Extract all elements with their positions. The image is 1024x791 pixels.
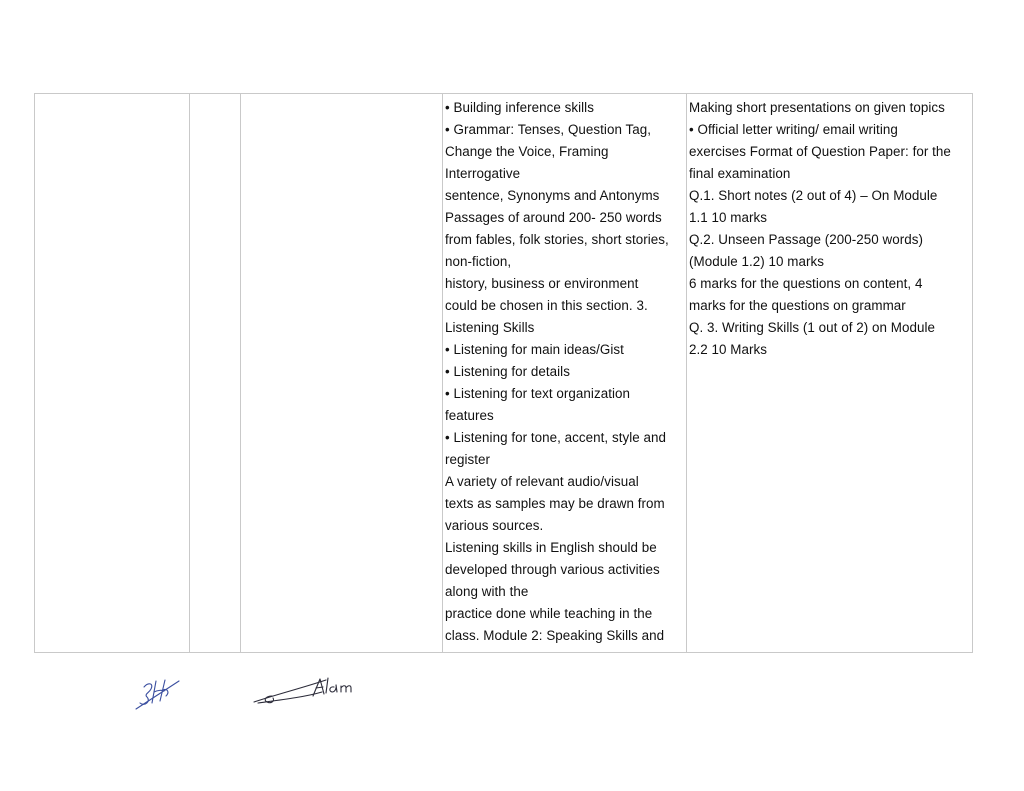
content-line: Listening Skills — [445, 320, 535, 335]
content-line: non-fiction, — [445, 254, 512, 269]
content-line: Listening skills in English should be — [445, 540, 657, 555]
content-line: history, business or environment — [445, 276, 639, 291]
table-row — [35, 94, 973, 653]
content-line: from fables, folk stories, short stories, — [445, 232, 669, 247]
content-line: practice done while teaching in the — [445, 606, 653, 621]
content-line: • Listening for main ideas/Gist — [445, 342, 624, 357]
assessment-line: exercises Format of Question Paper: for the — [689, 144, 951, 159]
content-line: • Listening for details — [445, 364, 570, 379]
content-line: Change the Voice, Framing — [445, 144, 609, 159]
empty-cell-hours — [190, 94, 241, 653]
empty-cell-topic — [241, 94, 443, 653]
signature-one — [130, 668, 190, 718]
content-line: • Listening for tone, accent, style and — [445, 430, 667, 445]
empty-cell-module — [35, 94, 190, 653]
content-line: features — [445, 408, 494, 423]
assessment-line: marks for the questions on grammar — [689, 298, 906, 313]
assessment-line: final examination — [689, 166, 791, 181]
signature-two — [250, 672, 360, 712]
content-line: register — [445, 452, 491, 467]
content-line: various sources. — [445, 518, 544, 533]
assessment-line: Q. 3. Writing Skills (1 out of 2) on Module — [689, 320, 936, 335]
assessment-line: 6 marks for the questions on content, 4 — [689, 276, 923, 291]
content-line: sentence, Synonyms and Antonyms — [445, 188, 660, 203]
assessment-cell — [687, 94, 973, 653]
content-line: • Grammar: Tenses, Question Tag, — [445, 122, 651, 137]
assessment-line: 1.1 10 marks — [689, 210, 768, 225]
content-line: Passages of around 200- 250 words — [445, 210, 662, 225]
assessment-line: (Module 1.2) 10 marks — [689, 254, 825, 269]
content-line: • Listening for text organization — [445, 386, 630, 401]
assessment-line: Making short presentations on given topics — [689, 100, 945, 115]
content-line: • Building inference skills — [445, 100, 594, 115]
content-line: along with the — [445, 584, 529, 599]
assessment-line: • Official letter writing/ email writing — [689, 122, 898, 137]
assessment-line: Q.2. Unseen Passage (200-250 words) — [689, 232, 923, 247]
content-line: A variety of relevant audio/visual — [445, 474, 639, 489]
content-cell — [443, 94, 687, 653]
content-line: could be chosen in this section. 3. — [445, 298, 648, 313]
assessment-line: 2.2 10 Marks — [689, 342, 768, 357]
content-line: texts as samples may be drawn from — [445, 496, 665, 511]
content-line: Interrogative — [445, 166, 521, 181]
content-line: class. Module 2: Speaking Skills and — [445, 628, 665, 643]
content-line: developed through various activities — [445, 562, 660, 577]
syllabus-table — [34, 93, 973, 653]
assessment-line: Q.1. Short notes (2 out of 4) – On Module — [689, 188, 938, 203]
